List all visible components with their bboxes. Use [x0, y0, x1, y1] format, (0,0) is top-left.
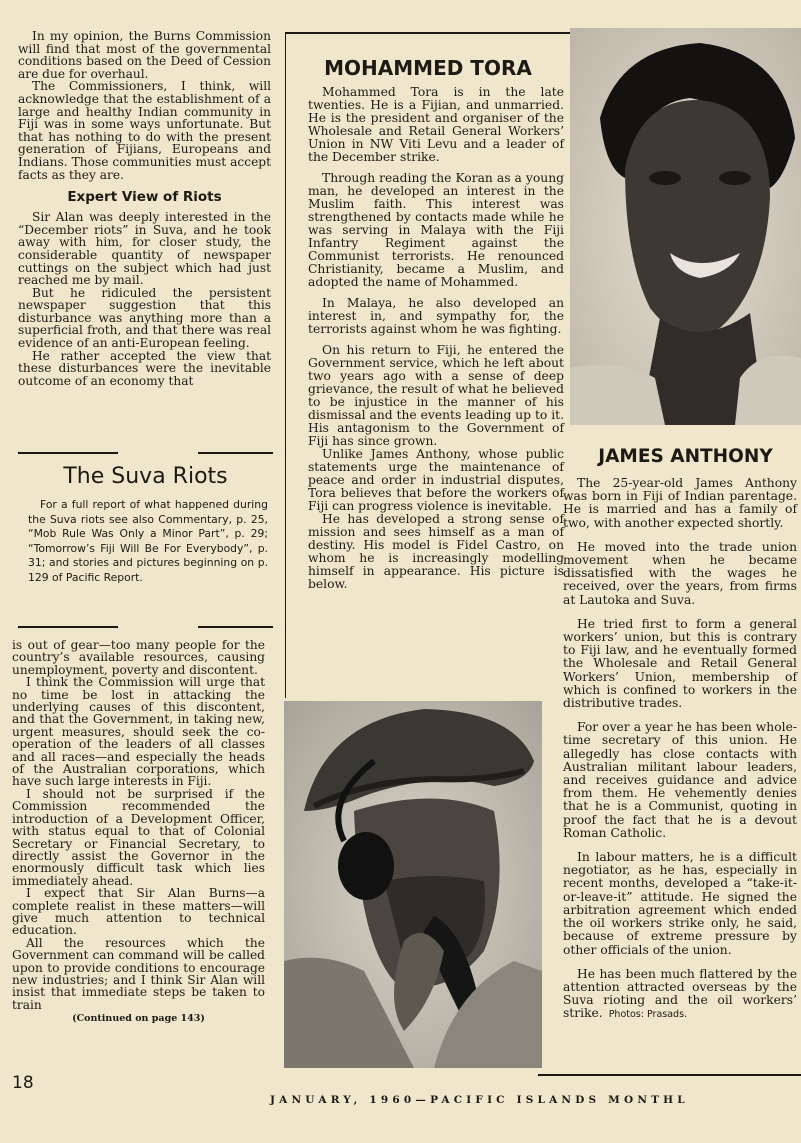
- paragraph: He has developed a strong sense of mission and sees himself as a man of destiny. His model is Fidel Castro, on whom he is increasingly modelling himself in appearance. His picture is below.: [308, 512, 564, 591]
- sidebar-box: [18, 452, 273, 628]
- divider: [198, 626, 273, 628]
- paragraph: Mohammed Tora is in the late twenties. He is a Fijian, and unmarried. He is the president and organiser of the Wholesale and Retail General Workers’ Union in NW Viti Levu and a leader of the December strike.: [308, 85, 564, 164]
- paragraph-text: He has been much flattered by the attention attracted overseas by the Suva rioting and the oil workers’ strike.: [563, 966, 797, 1021]
- paragraph: [563, 968, 797, 1022]
- paragraph: In my opinion, the Burns Commission will find that most of the governmental conditions based on the Deed of Cession are due for overhaul.: [18, 29, 271, 81]
- left-column-continued: [12, 639, 265, 1024]
- tora-profile-box: [285, 32, 570, 698]
- divider: [18, 626, 118, 628]
- paragraph: Unlike James Anthony, whose public statements urge the maintenance of peace and order in industrial disputes, Tora believes that before the workers of Fiji can progress violence is inevitable.: [308, 447, 564, 513]
- tora-text: [308, 86, 564, 591]
- tora-photo: [284, 701, 542, 1068]
- running-footer: JANUARY, 1960—PACIFIC ISLANDS MONTHL: [270, 1094, 689, 1106]
- paragraph: Sir Alan was deeply interested in the “December riots” in Suva, and he took away with him, for closer study, the considerable quantity of newspaper cuttings on the subject which had just reached me by mail.: [18, 210, 271, 288]
- anthony-text: [563, 477, 797, 1022]
- anthony-photo: [570, 28, 801, 425]
- paragraph: The 25-year-old James Anthony was born in Fiji of Indian parentage. He is married and has a family of two, with another expected shortly.: [563, 476, 797, 530]
- profile-title: JAMES ANTHONY: [598, 446, 773, 467]
- divider: [198, 452, 273, 454]
- paragraph: In labour matters, he is a difficult negotiator, as he has, especially in recent months, developed a “take-it-or-leave-it” attitude. He signed the arbitration agreement which ended the oil workers strike only, he said, because of extreme pressure by other officials of the union.: [563, 850, 797, 957]
- paragraph: In Malaya, he also developed an interest in, and sympathy for, the terrorists against whom he was fighting.: [308, 296, 564, 336]
- paragraph: He moved into the trade union movement when he became dissatisfied with the wages he received, over the years, from firms at Lautoka and Suva.: [563, 539, 797, 607]
- left-column: [18, 30, 271, 387]
- photo-credit: Photos: Prasads.: [608, 1009, 688, 1021]
- paragraph: I expect that Sir Alan Burns—a complete realist in these matters—will give much attention to technical education.: [12, 886, 265, 938]
- paragraph: Through reading the Koran as a young man, he developed an interest in the Muslim faith. This interest was strengthened by contacts made while he was serving in Malaya with the Fiji Infantry Regiment against the Communist terrorists. He renounced Christianity, became a Muslim, and adopted the name of Mohammed.: [308, 171, 564, 289]
- sidebar-title: The Suva Riots: [63, 464, 228, 489]
- divider: [18, 452, 118, 454]
- paragraph: But he ridiculed the persistent newspaper suggestion that this disturbance was anything more than a superficial froth, and that there was real evidence of an anti-European feeling.: [18, 285, 271, 351]
- paragraph: For over a year he has been whole-time secretary of this union. He allegedly has close contacts with Australian militant labour leaders, and receives guidance and advice from them. He vehemently denies that he is a Communist, quoting in proof the fact that he is a devout Roman Catholic.: [563, 720, 797, 840]
- sidebar-body: For a full report of what happened during the Suva riots see also Commentary, p. 25, “Mob Rule Was Only a Minor Part”, p. 29; “Tomorrow’s Fiji Will Be For Everybody”, p. 31; and stories and pictures beginning on p. 129 of Pacific Report.: [28, 498, 268, 584]
- profile-title: MOHAMMED TORA: [324, 56, 532, 80]
- continued-note: (Continued on page 143): [72, 1013, 205, 1025]
- paragraph: He rather accepted the view that these disturbances were the inevitable outcome of an economy that: [18, 348, 271, 388]
- footer-rule: [538, 1074, 801, 1076]
- section-subhead: Expert View of Riots: [67, 189, 222, 206]
- paragraph: is out of gear—too many people for the country’s available resources, causing unemployment, poverty and discontent.: [12, 638, 265, 677]
- paragraph: The Commissioners, I think, will acknowledge that the establishment of a large and healthy Indian community in Fiji was in some ways unfortunate. But that has nothing to do with the present generation of Fijians, Europeans and Indians. Those communities must accept facts as they are.: [18, 79, 271, 182]
- paragraph: I think the Commission will urge that no time be lost in attacking the underlying causes of this discontent, and that the Government, in taking new, urgent measures, should seek the co-operation of the leaders of all classes and all races—and especially the heads of the Australian corporations, which have such large interests in Fiji.: [12, 675, 265, 789]
- page-number: 18: [12, 1073, 34, 1093]
- paragraph: He tried first to form a general workers’ union, but this is contrary to Fiji law, and he eventually formed the Wholesale and Retail General Workers’ Union, membership of which is confined to workers in the distributive trades.: [563, 616, 797, 711]
- paragraph: All the resources which the Government can command will be called upon to provide conditions to encourage new industries; and I think Sir Alan will insist that immediate steps be taken to train: [12, 935, 265, 1012]
- paragraph: I should not be surprised if the Commission recommended the introduction of a Development Officer, with status equal to that of Colonial Secretary or Financial Secretary, to directly assist the Governor in the enormously difficult task which lies immediately ahead.: [12, 786, 265, 888]
- paragraph: On his return to Fiji, he entered the Government service, which he left about two years ago with a sense of deep grievance, the result of what he believed to be injustice in the manner of his dismissal and the events leading up to it. His antagonism to the Government of Fiji has since grown.: [308, 343, 564, 448]
